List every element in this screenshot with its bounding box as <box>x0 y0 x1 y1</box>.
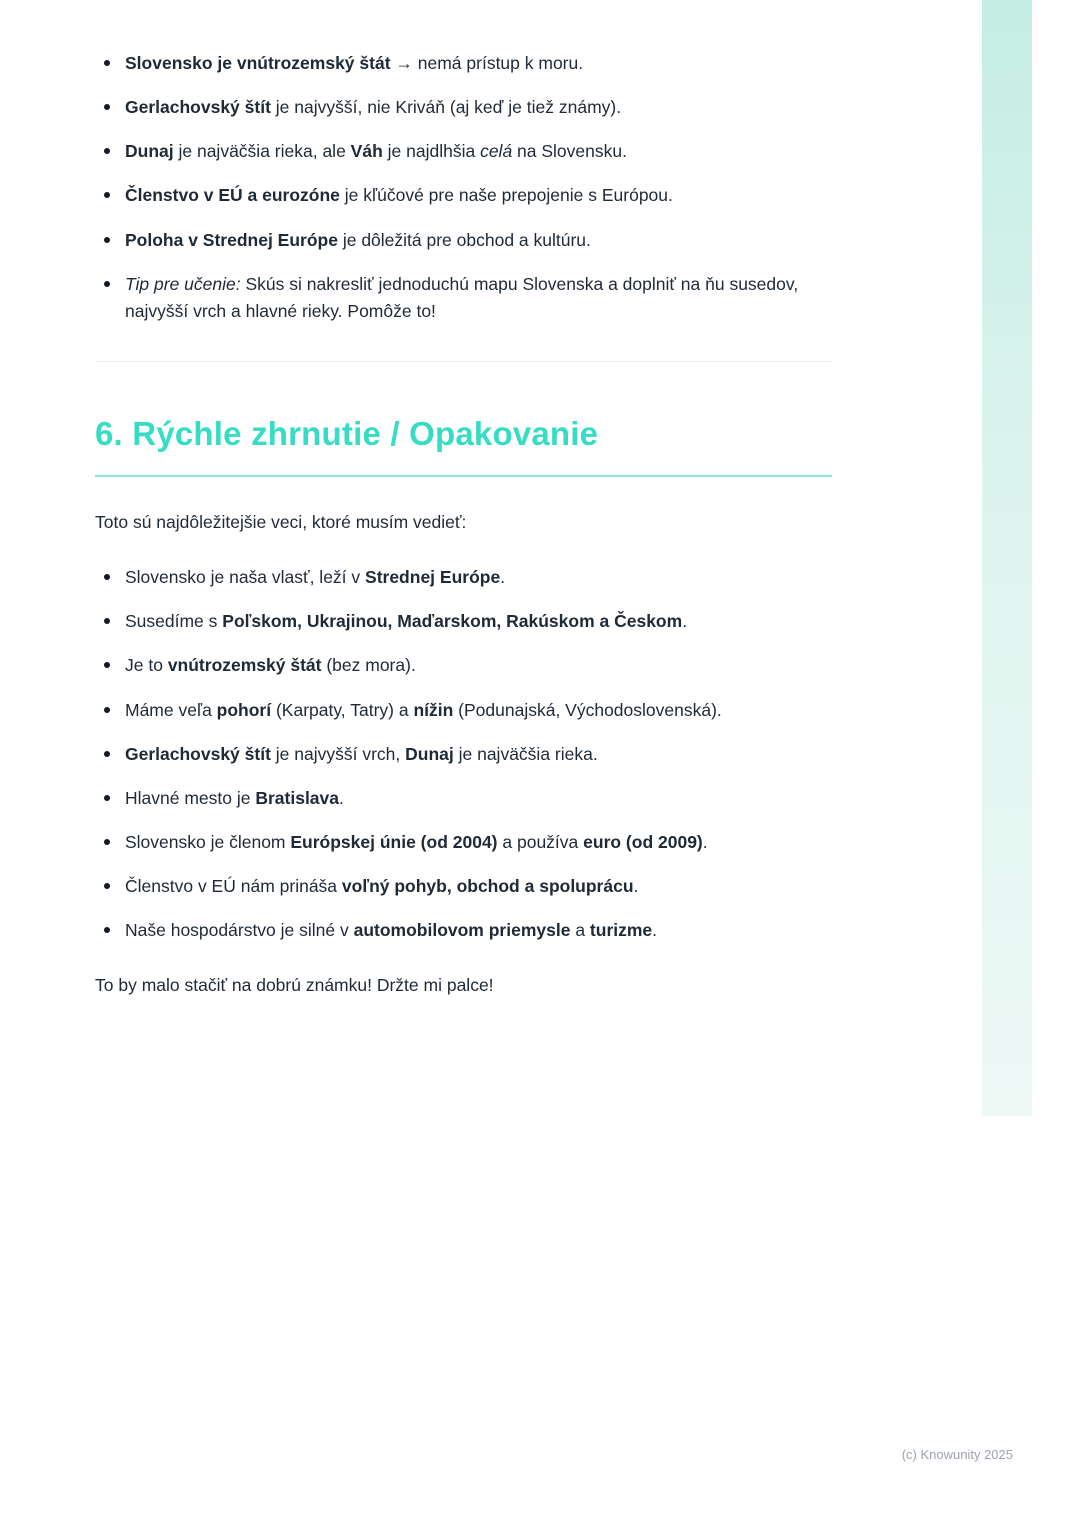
text-regular: Skús si nakresliť jednoduchú mapu Slovenska a doplniť na ňu susedov, najvyšší vrch a hlavné rieky. Pomôže to! <box>125 273 799 321</box>
text-bold: Dunaj <box>405 743 454 764</box>
text-regular: Je to <box>125 655 168 676</box>
outro-paragraph: To by malo stačiť na dobrú známku! Držte mi palce! <box>95 975 494 996</box>
text-bold: euro (od 2009) <box>583 831 703 852</box>
text-regular: je najvyšší vrch, <box>270 743 406 764</box>
text-regular: Členstvo v EÚ nám prináša <box>125 876 342 897</box>
text-regular: na Slovensku. <box>512 141 627 162</box>
list-item <box>95 873 832 900</box>
summary-list <box>95 564 832 944</box>
text-bold: automobilovom priemysle <box>353 920 571 941</box>
text-regular: Susedíme s <box>125 611 223 632</box>
text-regular: Máme veľa <box>125 699 217 720</box>
list-item <box>95 785 832 812</box>
text-italic: Tip pre učenie: <box>125 273 241 294</box>
list-item <box>95 741 832 768</box>
key-points-list <box>95 50 832 325</box>
list-item <box>95 829 832 856</box>
text-bold: nížin <box>413 699 454 720</box>
section-divider <box>95 361 832 362</box>
list-item <box>95 182 832 209</box>
text-regular: (Karpaty, Tatry) a <box>271 699 414 720</box>
text-bold: Európskej únie (od 2004) <box>290 831 498 852</box>
text-bold: Váh <box>350 141 383 162</box>
text-bold: Poloha v Strednej Európe <box>125 229 338 250</box>
text-bold: Dunaj <box>125 141 174 162</box>
text-bold: turizme <box>589 920 653 941</box>
text-regular: (bez mora). <box>321 655 416 676</box>
text-bold: Gerlachovský štít <box>125 97 271 118</box>
text-regular: Slovensko je členom <box>125 831 291 852</box>
list-item <box>95 608 832 635</box>
text-bold: Poľskom, Ukrajinou, Maďarskom, Rakúskom a Českom <box>222 611 683 632</box>
text-italic: celá <box>480 141 513 162</box>
text-regular: . <box>633 876 639 897</box>
list-item <box>95 227 832 254</box>
list-item <box>95 138 832 165</box>
text-bold: Členstvo v EÚ a eurozóne <box>125 185 340 206</box>
text-regular: . <box>652 920 658 941</box>
section-heading: 6. Rýchle zhrnutie / Opakovanie <box>95 414 599 452</box>
list-item <box>95 652 832 679</box>
text-regular: je najväčšia rieka. <box>453 743 598 764</box>
heading-underline <box>95 475 832 477</box>
text-regular: → nemá prístup k moru. <box>390 53 584 73</box>
text-regular: Naše hospodárstvo je silné v <box>125 920 354 941</box>
list-item <box>95 697 832 724</box>
text-bold: Slovensko je vnútrozemský štát <box>125 53 391 73</box>
text-bold: Gerlachovský štít <box>125 743 271 764</box>
list-item <box>95 50 832 77</box>
text-regular: . <box>682 611 688 632</box>
text-regular: Hlavné mesto je <box>125 787 256 808</box>
text-regular: a <box>570 920 590 941</box>
page-content <box>95 50 832 999</box>
intro-paragraph: Toto sú najdôležitejšie veci, ktoré musím vedieť: <box>95 512 467 533</box>
text-bold: pohorí <box>216 699 272 720</box>
text-regular: (Podunajská, Východoslovenská). <box>453 699 722 720</box>
footer-copyright: (c) Knowunity 2025 <box>901 1447 1013 1462</box>
text-regular: je najdlhšia <box>382 141 481 162</box>
text-regular: . <box>500 567 506 588</box>
text-regular: je dôležitá pre obchod a kultúru. <box>337 229 591 250</box>
list-item <box>95 94 832 121</box>
list-item <box>95 271 832 325</box>
list-item <box>95 917 832 944</box>
text-bold: vnútrozemský štát <box>167 655 322 676</box>
text-regular: a používa <box>497 831 584 852</box>
text-regular: je najvyšší, nie Kriváň (aj keď je tiež známy). <box>270 97 622 118</box>
side-accent-bar <box>982 0 1032 1116</box>
text-regular: je kľúčové pre naše prepojenie s Európou. <box>339 185 673 206</box>
text-bold: Strednej Európe <box>365 567 501 588</box>
text-regular: Slovensko je naša vlasť, leží v <box>125 567 366 588</box>
text-regular: je najväčšia rieka, ale <box>173 141 351 162</box>
text-regular: . <box>702 831 708 852</box>
list-item <box>95 564 832 591</box>
text-bold: voľný pohyb, obchod a spoluprácu <box>341 876 634 897</box>
text-regular: . <box>339 787 344 808</box>
text-bold: Bratislava <box>255 787 340 808</box>
